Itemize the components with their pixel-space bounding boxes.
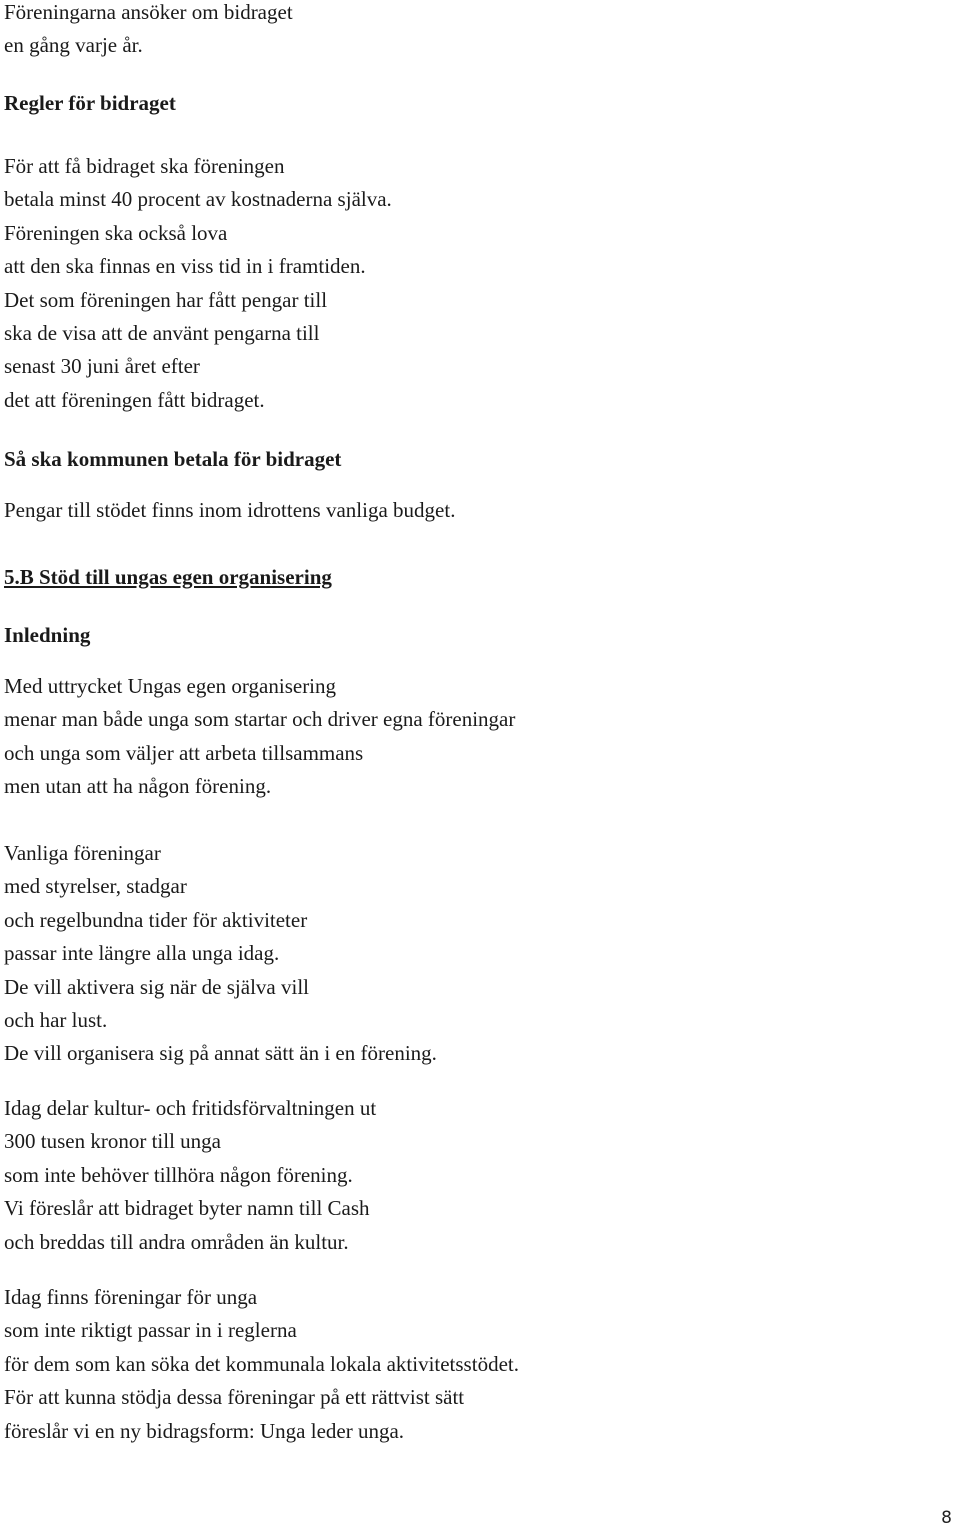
- chapter-heading-youth-organising: 5.B Stöd till ungas egen organisering: [4, 565, 332, 589]
- text-line: som inte riktigt passar in i reglerna: [4, 1318, 297, 1343]
- text-line: och regelbundna tider för aktiviteter: [4, 907, 308, 932]
- section-heading-introduction: Inledning: [4, 623, 91, 647]
- text-line: För att kunna stödja dessa föreningar på ett rättvist sätt: [4, 1385, 465, 1410]
- text-line: Idag delar kultur- och fritidsförvaltningen ut: [4, 1096, 377, 1120]
- text-line: Idag finns föreningar för unga: [4, 1285, 258, 1309]
- text-line: det att föreningen fått bidraget.: [4, 387, 265, 412]
- page-number: 8: [941, 1508, 952, 1528]
- section-heading-payment: Så ska kommunen betala för bidraget: [4, 447, 342, 471]
- text-line: föreslår vi en ny bidragsform: Unga leder unga.: [4, 1418, 405, 1443]
- paragraph-ordinary-associations: [4, 837, 437, 1071]
- text-line: som inte behöver tillhöra någon förening.: [4, 1162, 353, 1187]
- text-line: för dem som kan söka det kommunala lokala aktivitetsstödet.: [4, 1351, 519, 1376]
- text-line: Föreningarna ansöker om bidraget: [4, 0, 293, 24]
- text-line: För att få bidraget ska föreningen: [4, 154, 285, 178]
- paragraph-payment: [4, 494, 455, 527]
- text-line: Vanliga föreningar: [4, 841, 161, 865]
- text-line: ska de visa att de använt pengarna till: [4, 321, 320, 346]
- text-line: De vill aktivera sig när de själva vill: [4, 974, 309, 999]
- section-heading-rules: Regler för bidraget: [4, 91, 176, 115]
- text-line: men utan att ha någon förening.: [4, 774, 272, 799]
- text-line: Vi föreslår att bidraget byter namn till Cash: [4, 1196, 370, 1221]
- text-line: passar inte längre alla unga idag.: [4, 941, 280, 966]
- text-line: De vill organisera sig på annat sätt än i en förening.: [4, 1041, 437, 1066]
- text-line: Föreningen ska också lova: [4, 220, 228, 245]
- paragraph-youth-lead-youth: [4, 1281, 519, 1448]
- text-line: Med uttrycket Ungas egen organisering: [4, 674, 337, 698]
- text-line: och har lust.: [4, 1008, 108, 1033]
- text-line: senast 30 juni året efter: [4, 354, 200, 379]
- text-line: Det som föreningen har fått pengar till: [4, 287, 328, 312]
- text-line: menar man både unga som startar och driver egna föreningar: [4, 707, 516, 732]
- paragraph-definition: [4, 670, 515, 804]
- text-line: betala minst 40 procent av kostnaderna själva.: [4, 187, 392, 212]
- text-line: och unga som väljer att arbeta tillsammans: [4, 740, 364, 765]
- paragraph-rules: [4, 150, 392, 417]
- text-line: 300 tusen kronor till unga: [4, 1129, 221, 1154]
- text-line: Pengar till stödet finns inom idrottens vanliga budget.: [4, 498, 456, 522]
- paragraph-application-frequency: [4, 0, 293, 63]
- paragraph-cash-grant: [4, 1092, 376, 1259]
- text-line: en gång varje år.: [4, 33, 143, 58]
- text-line: och breddas till andra områden än kultur.: [4, 1229, 349, 1254]
- text-line: med styrelser, stadgar: [4, 874, 187, 899]
- text-line: att den ska finnas en viss tid in i framtiden.: [4, 254, 366, 279]
